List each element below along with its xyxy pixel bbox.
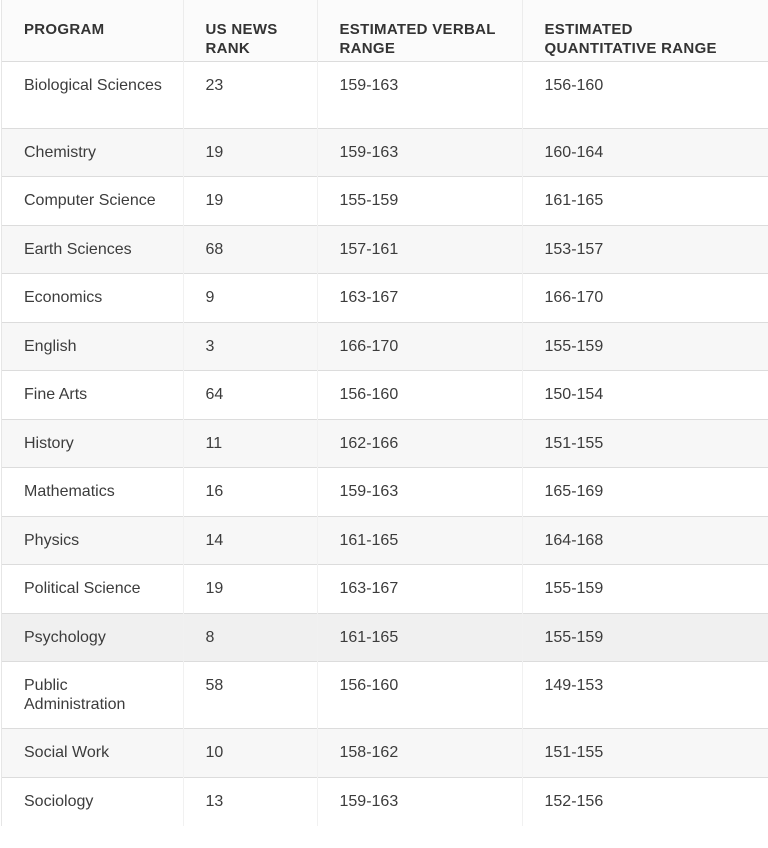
rank-cell: 13	[183, 777, 317, 826]
verbal-range-cell: 159-163	[317, 468, 522, 517]
verbal-range-cell: 166-170	[317, 322, 522, 371]
table-row	[2, 613, 768, 662]
verbal-range-cell: 157-161	[317, 225, 522, 274]
program-cell: Public Administration	[2, 662, 183, 729]
verbal-range-cell: 159-163	[317, 128, 522, 177]
quant-range-cell: 164-168	[522, 516, 768, 565]
verbal-range-cell: 162-166	[317, 419, 522, 468]
table-row	[2, 177, 768, 226]
program-cell: History	[2, 419, 183, 468]
table-row	[2, 565, 768, 614]
table-row	[2, 128, 768, 177]
program-cell: Chemistry	[2, 128, 183, 177]
program-cell: Political Science	[2, 565, 183, 614]
rank-cell: 19	[183, 128, 317, 177]
rank-cell: 68	[183, 225, 317, 274]
quant-range-cell: 155-159	[522, 322, 768, 371]
quant-range-cell: 160-164	[522, 128, 768, 177]
verbal-range-cell: 158-162	[317, 729, 522, 778]
verbal-range-cell: 155-159	[317, 177, 522, 226]
quant-range-cell: 161-165	[522, 177, 768, 226]
rank-cell: 9	[183, 274, 317, 323]
rank-cell: 58	[183, 662, 317, 729]
program-cell: Economics	[2, 274, 183, 323]
rank-cell: 10	[183, 729, 317, 778]
program-cell: Mathematics	[2, 468, 183, 517]
program-cell: Physics	[2, 516, 183, 565]
program-cell: Earth Sciences	[2, 225, 183, 274]
gre-score-table	[2, 0, 768, 826]
rank-cell: 19	[183, 177, 317, 226]
quant-range-cell: 166-170	[522, 274, 768, 323]
header-rank: US NEWS RANK	[183, 0, 317, 61]
verbal-range-cell: 159-163	[317, 777, 522, 826]
quant-range-cell: 156-160	[522, 61, 768, 128]
quant-range-cell: 153-157	[522, 225, 768, 274]
quant-range-cell: 149-153	[522, 662, 768, 729]
table-row	[2, 274, 768, 323]
quant-range-cell: 151-155	[522, 419, 768, 468]
rank-cell: 16	[183, 468, 317, 517]
header-quant-range: ESTIMATED QUANTITATIVE RANGE	[522, 0, 768, 61]
program-cell: Computer Science	[2, 177, 183, 226]
verbal-range-cell: 163-167	[317, 274, 522, 323]
rank-cell: 8	[183, 613, 317, 662]
verbal-range-cell: 161-165	[317, 516, 522, 565]
gre-score-table-container	[1, 0, 768, 826]
header-program: PROGRAM	[2, 0, 183, 61]
header-verbal-range: ESTIMATED VERBAL RANGE	[317, 0, 522, 61]
table-row	[2, 516, 768, 565]
table-row	[2, 371, 768, 420]
program-cell: Sociology	[2, 777, 183, 826]
verbal-range-cell: 161-165	[317, 613, 522, 662]
verbal-range-cell: 163-167	[317, 565, 522, 614]
verbal-range-cell: 159-163	[317, 61, 522, 128]
program-cell: Biological Sciences	[2, 61, 183, 128]
program-cell: Social Work	[2, 729, 183, 778]
rank-cell: 11	[183, 419, 317, 468]
rank-cell: 64	[183, 371, 317, 420]
table-row	[2, 225, 768, 274]
program-cell: English	[2, 322, 183, 371]
quant-range-cell: 152-156	[522, 777, 768, 826]
table-header-row	[2, 0, 768, 61]
quant-range-cell: 165-169	[522, 468, 768, 517]
quant-range-cell: 155-159	[522, 613, 768, 662]
table-row	[2, 468, 768, 517]
quant-range-cell: 155-159	[522, 565, 768, 614]
verbal-range-cell: 156-160	[317, 371, 522, 420]
rank-cell: 14	[183, 516, 317, 565]
rank-cell: 23	[183, 61, 317, 128]
program-cell: Fine Arts	[2, 371, 183, 420]
table-row	[2, 662, 768, 729]
table-row	[2, 322, 768, 371]
verbal-range-cell: 156-160	[317, 662, 522, 729]
rank-cell: 19	[183, 565, 317, 614]
table-body	[2, 61, 768, 826]
table-row	[2, 729, 768, 778]
table-row	[2, 61, 768, 128]
table-row	[2, 419, 768, 468]
table-row	[2, 777, 768, 826]
quant-range-cell: 151-155	[522, 729, 768, 778]
rank-cell: 3	[183, 322, 317, 371]
program-cell: Psychology	[2, 613, 183, 662]
quant-range-cell: 150-154	[522, 371, 768, 420]
